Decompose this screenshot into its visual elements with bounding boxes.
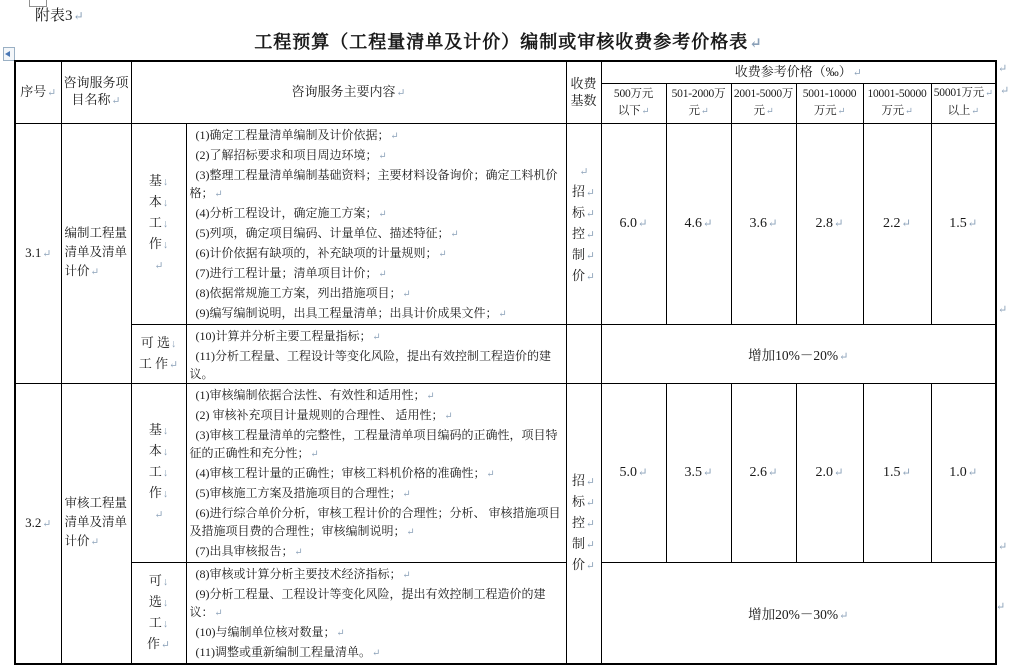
seq-cell-3-1: [15, 123, 61, 383]
value-cell: [601, 123, 666, 324]
header-row-1: [15, 61, 996, 83]
paragraph-mark: ↵: [42, 519, 52, 530]
value-cell: [931, 383, 996, 562]
paragraph-mark: ↵: [967, 466, 978, 479]
paragraph-mark: ↵: [702, 217, 713, 230]
value-text: 4.6: [684, 215, 702, 231]
table-anchor-icon: [3, 47, 15, 61]
paragraph-mark: ↵: [42, 249, 52, 260]
surcharge-note-3-1: [601, 324, 996, 383]
surcharge-text: 增加10%－20%: [748, 347, 839, 363]
value-text: 2.6: [749, 464, 767, 480]
value-cell: [731, 383, 796, 562]
basic-work-label-3-1: 基↓ 本↓ 工↓ 作↓ ↵: [131, 123, 186, 324]
paragraph-mark: ↵: [637, 466, 648, 479]
header-range-2: 501-2000万 元↵: [666, 83, 731, 123]
header-price-title-cell: 收费参考价格（‰）↵: [601, 61, 996, 83]
fee-base-cell-3-1: ↵ 招↵ 标↵ 控↵ 制↵ 价↵: [566, 123, 601, 324]
header-range-4: 5001-10000 万元↵: [796, 83, 863, 123]
header-range-5: 10001-50000 万元↵: [863, 83, 931, 123]
value-cell: [601, 383, 666, 562]
paragraph-mark: ↵: [998, 63, 1008, 75]
value-text: 2.0: [815, 464, 833, 480]
fee-base-empty-cell: [566, 324, 601, 383]
paragraph-mark: ↵: [901, 217, 912, 230]
header-range-6: 50001万元↵ 以上↵: [931, 83, 996, 123]
seq-cell-3-2: [15, 383, 61, 664]
value-cell: [731, 123, 796, 324]
section-3-2-optional-row: [15, 562, 996, 664]
header-fee-base-cell: 收费 基数: [566, 61, 601, 123]
value-cell: [796, 383, 863, 562]
basic-work-content-3-2: (1)审核编制依据合法性、有效性和适用性；↵ (2) 审核补充项目计量规则的合理性、 适用性；↵ (3)审核工程量清单的完整性，工程量清单项目编码的正确性，项目特征的正确性和充分性；↵ (4)审核工程计量的正确性；审核工料机价格的准确性；↵ (5)审核施工方案及措施项目的合理性；↵ (6)进行综合单价分析，审核工程计价的合理性；分析、 审核措施项目及措施项目费的合理性；审核编制说明；↵ (7)出具审核报告；↵: [186, 383, 566, 562]
paragraph-mark: ↵: [749, 36, 763, 52]
fee-base-cell-3-2: 招↵ 标↵ 控↵ 制↵ 价↵: [566, 383, 601, 664]
value-text: 1.5: [949, 215, 967, 231]
section-3-1-basic-row: [15, 123, 996, 324]
value-text: 1.5: [882, 464, 901, 480]
page-title-text: 工程预算（工程量清单及计价）编制或审核收费参考价格表: [254, 32, 749, 52]
optional-work-content-3-1: (10)计算并分析主要工程量指标；↵ (11)分析工程量、工程设计等变化风险，提出有效控制工程造价的建议。: [186, 324, 566, 383]
paragraph-mark: ↵: [839, 350, 849, 363]
optional-work-content-3-2: (8)审核或计算分析主要技术经济指标；↵ (9)分析工程量、工程设计等变化风险，提出有效控制工程造价的建议：↵ (10)与编制单位核对数量；↵ (11)调整或重新编制工程量清单。↵: [186, 562, 566, 664]
header-range-3: 2001-5000万 元↵: [731, 83, 796, 123]
seq-text: 3.1: [25, 245, 42, 260]
header-range-1: 500万元 以下↵: [601, 83, 666, 123]
value-cell: [863, 123, 931, 324]
optional-work-label-3-1: 可 选↓ 工 作↵: [131, 324, 186, 383]
seq-text: 3.2: [25, 515, 42, 530]
optional-work-label-3-2: 可↓ 选↓ 工↓ 作↵: [131, 562, 186, 664]
value-text: 1.0: [949, 464, 967, 480]
value-cell: [796, 123, 863, 324]
paragraph-mark: ↵: [702, 466, 713, 479]
paragraph-mark: ↵: [767, 466, 778, 479]
name-cell-3-2: 审核工程量 清单及清单 计价↵: [61, 383, 131, 664]
section-3-1-optional-row: [15, 324, 996, 383]
surcharge-text: 增加20%－30%: [748, 606, 839, 622]
annex-label: 附表3↵: [35, 8, 84, 24]
value-cell: [666, 123, 731, 324]
paragraph-mark: ↵: [998, 541, 1008, 553]
paragraph-mark: ↵: [1000, 85, 1010, 97]
value-text: 3.6: [749, 215, 767, 231]
section-3-2-basic-row: [15, 383, 996, 562]
basic-work-content-3-1: (1)确定工程量清单编制及计价依据；↵ (2)了解招标要求和项目周边环境；↵ (3)整理工程量清单编制基础资料；主要材料设备询价；确定工料机价格；↵ (4)分析工程设计，确定施工方案；↵ (5)列项，确定项目编码、计量单位、描述特征；↵ (6)计价依据有缺项的，补充缺项的计量规则；↵ (7)进行工程计量；清单项目计价；↵ (8)依据常规施工方案，列出措施项目；↵ (9)编写编制说明，出具工程量清单；出具计价成果文件；↵: [186, 123, 566, 324]
surcharge-note-3-2: [601, 562, 996, 664]
header-seq-cell: 序号↵: [15, 61, 61, 123]
value-cell: [931, 123, 996, 324]
value-text: 3.5: [684, 464, 702, 480]
paragraph-mark: ↵: [901, 466, 912, 479]
value-text: 5.0: [619, 464, 637, 480]
header-main-content-cell: 咨询服务主要内容↵: [131, 61, 566, 123]
value-text: 2.2: [882, 215, 901, 231]
fee-reference-table: [14, 60, 997, 665]
page-title: [0, 28, 1017, 54]
value-text: 2.8: [815, 215, 833, 231]
paragraph-mark: ↵: [967, 217, 978, 230]
name-cell-3-1: 编制工程量 清单及清单 计价↵: [61, 123, 131, 383]
paragraph-mark: ↵: [767, 217, 778, 230]
paragraph-mark: ↵: [998, 304, 1008, 316]
value-cell: [863, 383, 931, 562]
paragraph-mark: ↵: [839, 609, 849, 622]
value-text: 6.0: [619, 215, 637, 231]
header-service-name-cell: 咨询服务项 目名称↵: [61, 61, 131, 123]
paragraph-mark: ↵: [637, 217, 648, 230]
paragraph-mark: ↵: [833, 466, 844, 479]
value-cell: [666, 383, 731, 562]
basic-work-label-3-2: 基↓ 本↓ 工↓ 作↓ ↵: [131, 383, 186, 562]
paragraph-mark: ↵: [996, 601, 1006, 613]
paragraph-mark: ↵: [833, 217, 844, 230]
